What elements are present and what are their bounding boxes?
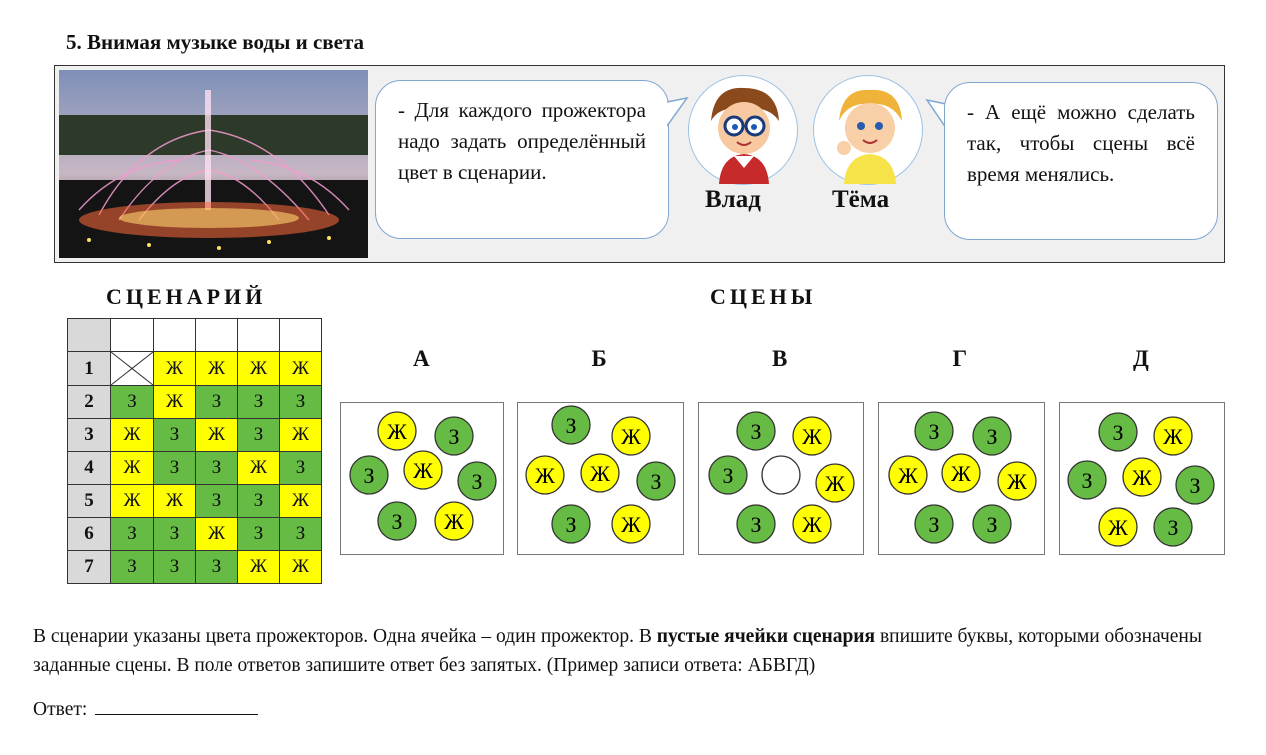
table-row	[68, 386, 322, 419]
color-cell: З	[196, 485, 238, 518]
svg-text:З: З	[986, 424, 998, 449]
svg-text:Ж: Ж	[413, 458, 433, 483]
light-circle	[998, 462, 1036, 500]
color-cell: Ж	[196, 419, 238, 452]
scene-letter: В	[772, 346, 788, 371]
light-circle	[552, 505, 590, 543]
svg-text:З: З	[750, 512, 762, 537]
light-circle	[1176, 466, 1214, 504]
svg-text:Ж: Ж	[1007, 469, 1027, 494]
light-circle	[612, 505, 650, 543]
tema-avatar	[813, 75, 923, 185]
scene-letter: Д	[1133, 346, 1149, 371]
color-cell: З	[196, 386, 238, 419]
light-circle	[889, 456, 927, 494]
color-cell: З	[238, 419, 280, 452]
vlad-avatar	[688, 75, 798, 185]
tema-name: Тёма	[832, 186, 890, 213]
svg-text:Ж: Ж	[1132, 465, 1152, 490]
color-cell: Ж	[238, 551, 280, 584]
svg-text:З: З	[1081, 468, 1093, 493]
light-circle	[793, 505, 831, 543]
answer-field[interactable]	[95, 696, 258, 715]
svg-text:З: З	[1112, 420, 1124, 445]
tema-speech-bubble: - А ещё можно сделать так, чтобы сцены всё время менялись.	[944, 82, 1218, 240]
svg-text:Ж: Ж	[621, 512, 641, 537]
svg-text:Ж: Ж	[535, 463, 555, 488]
scene-box	[1059, 402, 1225, 555]
instructions-text	[33, 622, 1253, 680]
row-label: 7	[68, 551, 111, 584]
color-cell: Ж	[154, 386, 196, 419]
svg-text:Ж: Ж	[825, 471, 845, 496]
row-label: 3	[68, 419, 111, 452]
scene-letter: А	[413, 346, 430, 371]
light-circle	[762, 456, 800, 494]
svg-text:З: З	[1167, 515, 1179, 540]
svg-text:З: З	[928, 419, 940, 444]
color-cell: З	[238, 485, 280, 518]
svg-text:З: З	[565, 512, 577, 537]
story-banner	[54, 65, 1225, 263]
color-cell: З	[154, 551, 196, 584]
light-circle	[942, 454, 980, 492]
svg-text:З: З	[448, 424, 460, 449]
table-corner-cell	[68, 319, 111, 352]
table-row	[68, 419, 322, 452]
light-circle	[404, 451, 442, 489]
color-cell: З	[111, 518, 154, 551]
table-row	[68, 518, 322, 551]
scene-letter: Г	[952, 346, 968, 371]
light-circle	[637, 462, 675, 500]
svg-text:Ж: Ж	[387, 419, 407, 444]
color-cell: З	[238, 518, 280, 551]
color-cell: З	[196, 452, 238, 485]
color-cell: Ж	[280, 551, 322, 584]
scene-letter: Б	[591, 346, 607, 371]
light-circle	[793, 417, 831, 455]
light-circle	[581, 454, 619, 492]
color-cell: Ж	[111, 419, 154, 452]
color-cell: Ж	[154, 485, 196, 518]
color-cell: З	[280, 386, 322, 419]
svg-text:З: З	[471, 469, 483, 494]
row-label: 6	[68, 518, 111, 551]
light-circle	[1123, 458, 1161, 496]
instructions-part2: впишите буквы, которыми обозначены заданные сцены. В поле ответов запишите ответ без запятых. (Пример записи ответа: АБВГД)	[33, 626, 1202, 676]
table-row	[68, 551, 322, 584]
light-circle	[1068, 461, 1106, 499]
table-row	[68, 485, 322, 518]
color-cell: З	[196, 551, 238, 584]
color-cell: Ж	[280, 419, 322, 452]
svg-text:Ж: Ж	[898, 463, 918, 488]
light-circle	[737, 505, 775, 543]
light-circle	[612, 417, 650, 455]
light-circle	[915, 412, 953, 450]
svg-text:Ж: Ж	[621, 424, 641, 449]
fountain-photo	[59, 70, 368, 258]
light-circle	[378, 502, 416, 540]
color-cell: З	[154, 518, 196, 551]
table-row	[68, 452, 322, 485]
light-circle	[915, 505, 953, 543]
color-cell: З	[111, 386, 154, 419]
light-circle	[1154, 508, 1192, 546]
color-cell: Ж	[238, 452, 280, 485]
color-cell: Ж	[196, 518, 238, 551]
svg-text:Ж: Ж	[444, 509, 464, 534]
row-label: 2	[68, 386, 111, 419]
row-label: 4	[68, 452, 111, 485]
scene-answer-cell[interactable]	[238, 319, 280, 352]
scenario-table	[67, 318, 322, 584]
scene-answer-cell[interactable]	[154, 319, 196, 352]
color-cell: Ж	[280, 485, 322, 518]
light-circle	[973, 505, 1011, 543]
scene-box	[878, 402, 1045, 555]
color-cell: Ж	[111, 452, 154, 485]
scene-box	[517, 402, 684, 555]
color-cell: З	[111, 551, 154, 584]
light-circle	[1099, 413, 1137, 451]
svg-text:З: З	[750, 419, 762, 444]
vlad-speech-bubble: - Для каждого прожектора надо задать определённый цвет в сценарии.	[375, 80, 669, 239]
svg-text:Ж: Ж	[1108, 515, 1128, 540]
svg-text:З: З	[986, 512, 998, 537]
svg-text:З: З	[363, 463, 375, 488]
scene-box	[698, 402, 864, 555]
row-label: 5	[68, 485, 111, 518]
light-circle	[350, 456, 388, 494]
instructions-part1: В сценарии указаны цвета прожекторов. Одна ячейка – один прожектор. В	[33, 626, 657, 647]
color-cell: Ж	[238, 352, 280, 386]
crossed-cell	[111, 352, 154, 386]
color-cell: З	[238, 386, 280, 419]
svg-text:Ж: Ж	[951, 461, 971, 486]
svg-text:Ж: Ж	[590, 461, 610, 486]
light-circle	[552, 406, 590, 444]
scene-answer-cell[interactable]	[111, 319, 154, 352]
color-cell: З	[280, 452, 322, 485]
svg-text:З: З	[391, 509, 403, 534]
vlad-name: Влад	[705, 186, 761, 213]
svg-text:Ж: Ж	[1163, 424, 1183, 449]
instructions-bold: пустые ячейки сценария	[656, 626, 876, 647]
scene-box	[340, 402, 504, 555]
row-label: 1	[68, 352, 111, 386]
color-cell: З	[280, 518, 322, 551]
svg-text:З: З	[1189, 473, 1201, 498]
vlad-bubble-tail	[667, 96, 689, 136]
light-circle	[435, 417, 473, 455]
light-circle	[1099, 508, 1137, 546]
svg-text:З: З	[928, 512, 940, 537]
answer-row	[33, 696, 258, 721]
light-circle	[737, 412, 775, 450]
svg-text:З: З	[722, 463, 734, 488]
color-cell: Ж	[154, 352, 196, 386]
scene-answer-cell[interactable]	[196, 319, 238, 352]
color-cell: Ж	[111, 485, 154, 518]
color-cell: Ж	[280, 352, 322, 386]
scene-answer-cell[interactable]	[280, 319, 322, 352]
color-cell: З	[154, 452, 196, 485]
svg-text:З: З	[650, 469, 662, 494]
svg-text:З: З	[565, 413, 577, 438]
task-title: 5. Внимая музыке воды и света	[66, 30, 365, 54]
color-cell: Ж	[196, 352, 238, 386]
scenes-header: СЦЕНЫ	[710, 284, 817, 309]
light-circle	[709, 456, 747, 494]
light-circle	[458, 462, 496, 500]
light-circle	[1154, 417, 1192, 455]
light-circle	[435, 502, 473, 540]
light-circle	[816, 464, 854, 502]
scenario-header: СЦЕНАРИЙ	[106, 284, 267, 309]
light-circle	[526, 456, 564, 494]
svg-text:Ж: Ж	[802, 424, 822, 449]
answer-label: Ответ:	[33, 699, 88, 720]
color-cell: З	[154, 419, 196, 452]
svg-text:Ж: Ж	[802, 512, 822, 537]
table-row	[68, 352, 322, 386]
light-circle	[378, 412, 416, 450]
light-circle	[973, 417, 1011, 455]
